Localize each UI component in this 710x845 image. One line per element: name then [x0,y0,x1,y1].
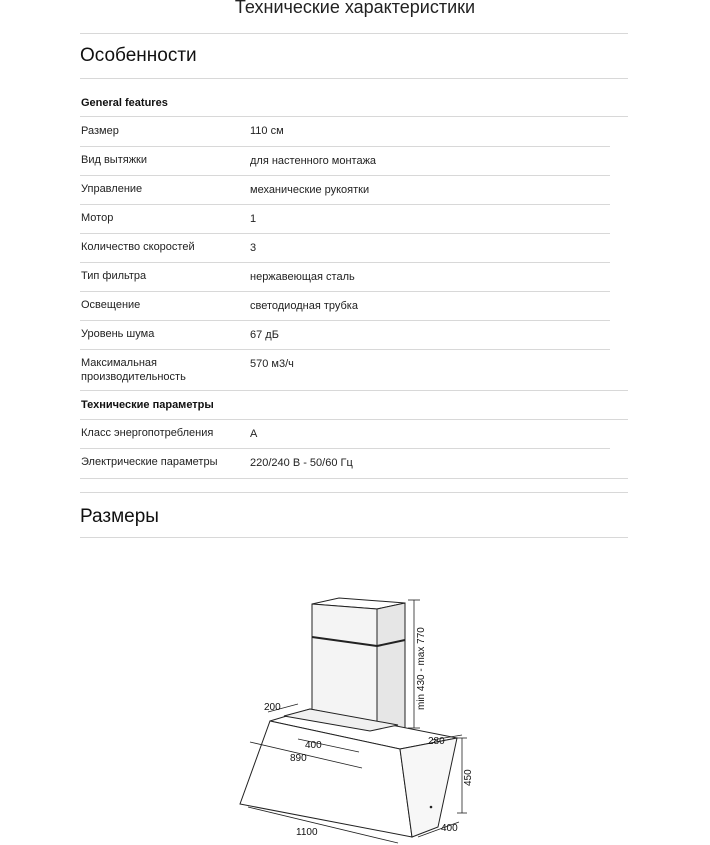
dim-body-height: 450 [463,769,474,786]
row-divider [80,262,610,263]
group-title-technical: Технические параметры [81,399,214,411]
spec-label: Электрические параметры [81,456,218,468]
spec-label: Количество скоростей [81,241,195,253]
row-divider [80,146,610,147]
chimney-side [377,603,405,738]
dim-side-depth: 280 [428,736,445,747]
spec-value: 67 дБ [250,329,279,341]
spec-value: механические рукоятки [250,184,370,196]
divider [80,492,628,493]
spec-label: Мотор [81,212,114,224]
divider [80,116,628,117]
dim-chimney-height: min 430 - max 770 [416,627,427,710]
page-title: Технические характеристики [234,0,476,17]
dim-bottom-width: 1100 [296,827,318,838]
row-divider [80,349,610,350]
row-divider [80,233,610,234]
spec-value: 220/240 В - 50/60 Гц [250,457,353,469]
spec-value: светодиодная трубка [250,300,358,312]
spec-label: Размер [81,125,119,137]
spec-value: 570 м3/ч [250,358,294,370]
spec-value: нержавеющая сталь [250,271,355,283]
row-divider [80,204,610,205]
spec-label: Уровень шума [81,328,155,340]
spec-value: A [250,428,258,440]
spec-label: Освещение [81,299,141,311]
spec-value: 110 см [250,125,284,137]
row-divider [80,291,610,292]
divider [80,478,628,479]
divider [80,33,628,34]
spec-value: 3 [250,242,257,254]
dim-top-depth: 200 [264,702,281,713]
dim-bottom-depth: 400 [441,823,458,834]
section-title-dimensions: Размеры [80,506,159,527]
row-divider [80,320,610,321]
dim-chimney-width: 400 [305,740,322,751]
section-title-features: Особенности [80,45,197,66]
group-title-general: General features [81,97,168,109]
spec-value: для настенного монтажа [250,155,377,167]
dim-top-width: 890 [290,753,307,764]
spec-value: 1 [250,213,257,225]
hood-dimension-drawing [230,580,490,845]
row-divider [80,448,610,449]
spec-label: Максимальная производительность [81,357,186,383]
spec-label: Вид вытяжки [81,154,148,166]
divider [80,390,628,391]
divider [80,78,628,79]
spec-label: Класс энергопотребления [81,427,214,439]
row-divider [80,175,610,176]
divider [80,537,628,538]
spec-label: Управление [81,183,143,195]
divider [80,419,628,420]
spec-label: Тип фильтра [81,270,147,282]
